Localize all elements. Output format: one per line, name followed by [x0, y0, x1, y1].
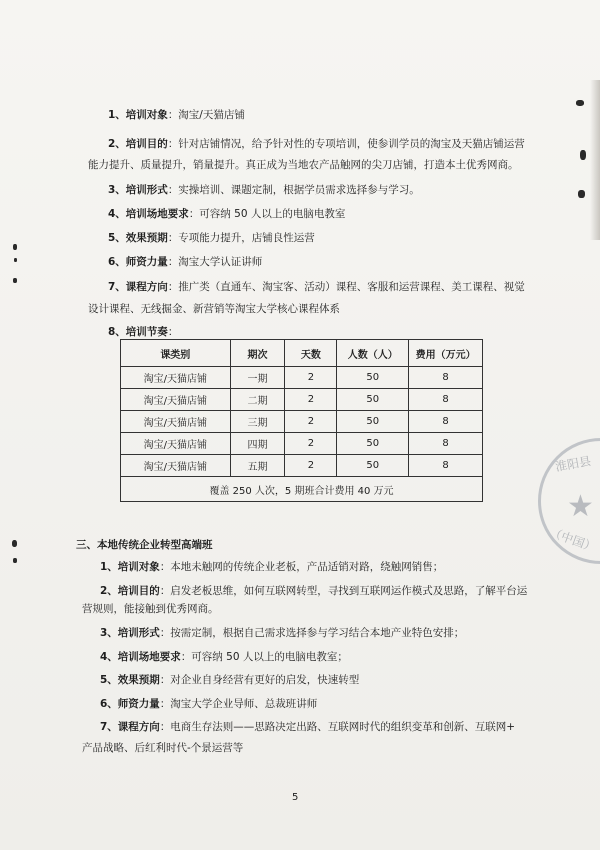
- table-header: 人数（人）: [337, 340, 409, 367]
- table-cell: 二期: [230, 389, 285, 411]
- table-row: [121, 411, 483, 433]
- table-cell: 8: [409, 367, 483, 389]
- table-cell: 8: [409, 411, 483, 433]
- s3-item-7-cont: 产品战略、后红利时代-个景运营等: [82, 742, 244, 754]
- table-footer-row: [121, 477, 483, 502]
- s2-item-5: 5、效果预期：专项能力提升，店铺良性运营: [108, 232, 315, 244]
- s3-item-1: 1、培训对象：本地未触网的传统企业老板，产品适销对路，绕触网销售；: [100, 561, 444, 573]
- official-seal: [538, 438, 600, 564]
- table-cell: 2: [285, 433, 337, 455]
- s3-item-5: 5、效果预期：对企业自身经营有更好的启发，快速转型: [100, 674, 360, 686]
- scan-speck: [12, 540, 17, 547]
- table-header: 天数: [285, 340, 337, 367]
- table-cell: 2: [285, 411, 337, 433]
- s2-item-6: 6、师资力量：淘宝大学认证讲师: [108, 256, 263, 268]
- table-cell: 三期: [230, 411, 285, 433]
- table-row: [121, 433, 483, 455]
- table-row: [121, 389, 483, 411]
- table-cell: 淘宝/天猫店铺: [121, 367, 231, 389]
- s2-item-7-cont: 设计课程、无线掘金、新营销等淘宝大学核心课程体系: [88, 303, 340, 315]
- table-header: 课类别: [121, 340, 231, 367]
- seal-text-top: 淮阳县: [554, 453, 593, 475]
- table-cell: 8: [409, 455, 483, 477]
- table-header: 期次: [230, 340, 285, 367]
- s2-item-2-cont: 能力提升、质量提升，销量提升。真正成为当地农产品触网的尖刀店铺，打造本土优秀网商。: [88, 159, 519, 171]
- table-row: [121, 455, 483, 477]
- table-cell: 50: [337, 433, 409, 455]
- section-3-title: 三、本地传统企业转型高端班: [76, 539, 213, 551]
- s3-item-3: 3、培训形式：按需定制，根据自己需求选择参与学习结合本地产业特色安排；: [100, 627, 465, 639]
- table-cell: 淘宝/天猫店铺: [121, 411, 231, 433]
- star-icon: ★: [567, 489, 594, 524]
- table-cell: 2: [285, 389, 337, 411]
- table-cell: 一期: [230, 367, 285, 389]
- page-number: 5: [292, 792, 299, 803]
- scan-speck: [13, 278, 17, 283]
- s2-item-3: 3、培训形式：实操培训、课题定制，根据学员需求选择参与学习。: [108, 184, 420, 196]
- table-row: [121, 367, 483, 389]
- seal-text-bottom: （中国）: [547, 525, 598, 555]
- s3-item-4: 4、培训场地要求：可容纳 50 人以上的电脑电教室；: [100, 651, 348, 663]
- table-cell: 8: [409, 389, 483, 411]
- scan-speck: [13, 244, 17, 250]
- s2-item-7: 7、课程方向：推广类（直通车、淘宝客、活动）课程、客服和运营课程、美工课程、视觉: [108, 281, 525, 293]
- table-cell: 五期: [230, 455, 285, 477]
- s2-item-4: 4、培训场地要求：可容纳 50 人以上的电脑电教室: [108, 208, 346, 220]
- table-cell: 8: [409, 433, 483, 455]
- scan-speck: [580, 150, 586, 160]
- scan-speck: [14, 258, 17, 262]
- table-cell: 2: [285, 367, 337, 389]
- table-header-row: [121, 340, 483, 367]
- training-schedule-table: [120, 339, 483, 502]
- s3-item-2: 2、培训目的：启发老板思维，如何互联网转型，寻找到互联网运作模式及思路，了解平台运: [100, 585, 528, 597]
- table-cell: 50: [337, 389, 409, 411]
- s2-item-2: 2、培训目的：针对店铺情况，给予针对性的专项培训，使参训学员的淘宝及天猫店铺运营: [108, 138, 525, 150]
- table-cell: 50: [337, 455, 409, 477]
- table-header: 费用（万元）: [409, 340, 483, 367]
- s3-item-6: 6、师资力量：淘宝大学企业导师、总裁班讲师: [100, 698, 318, 710]
- scan-speck: [578, 190, 585, 198]
- table-cell: 50: [337, 411, 409, 433]
- table-cell: 淘宝/天猫店铺: [121, 433, 231, 455]
- s2-item-1: 1、培训对象：淘宝/天猫店铺: [108, 109, 245, 121]
- table-cell: 50: [337, 367, 409, 389]
- scan-edge-shadow: [590, 80, 600, 240]
- scan-speck: [576, 100, 584, 106]
- table-footer: 覆盖 250 人次，5 期班合计费用 40 万元: [121, 477, 483, 502]
- s2-item-8: 8、培训节奏：: [108, 326, 179, 338]
- s3-item-2-cont: 营规则，能接触到优秀网商。: [82, 603, 219, 615]
- table-cell: 淘宝/天猫店铺: [121, 455, 231, 477]
- s3-item-7: 7、课程方向：电商生存法则——思路决定出路、互联网时代的组织变革和创新、互联网+: [100, 721, 516, 733]
- table-cell: 2: [285, 455, 337, 477]
- scan-speck: [13, 558, 17, 563]
- table-cell: 淘宝/天猫店铺: [121, 389, 231, 411]
- table-cell: 四期: [230, 433, 285, 455]
